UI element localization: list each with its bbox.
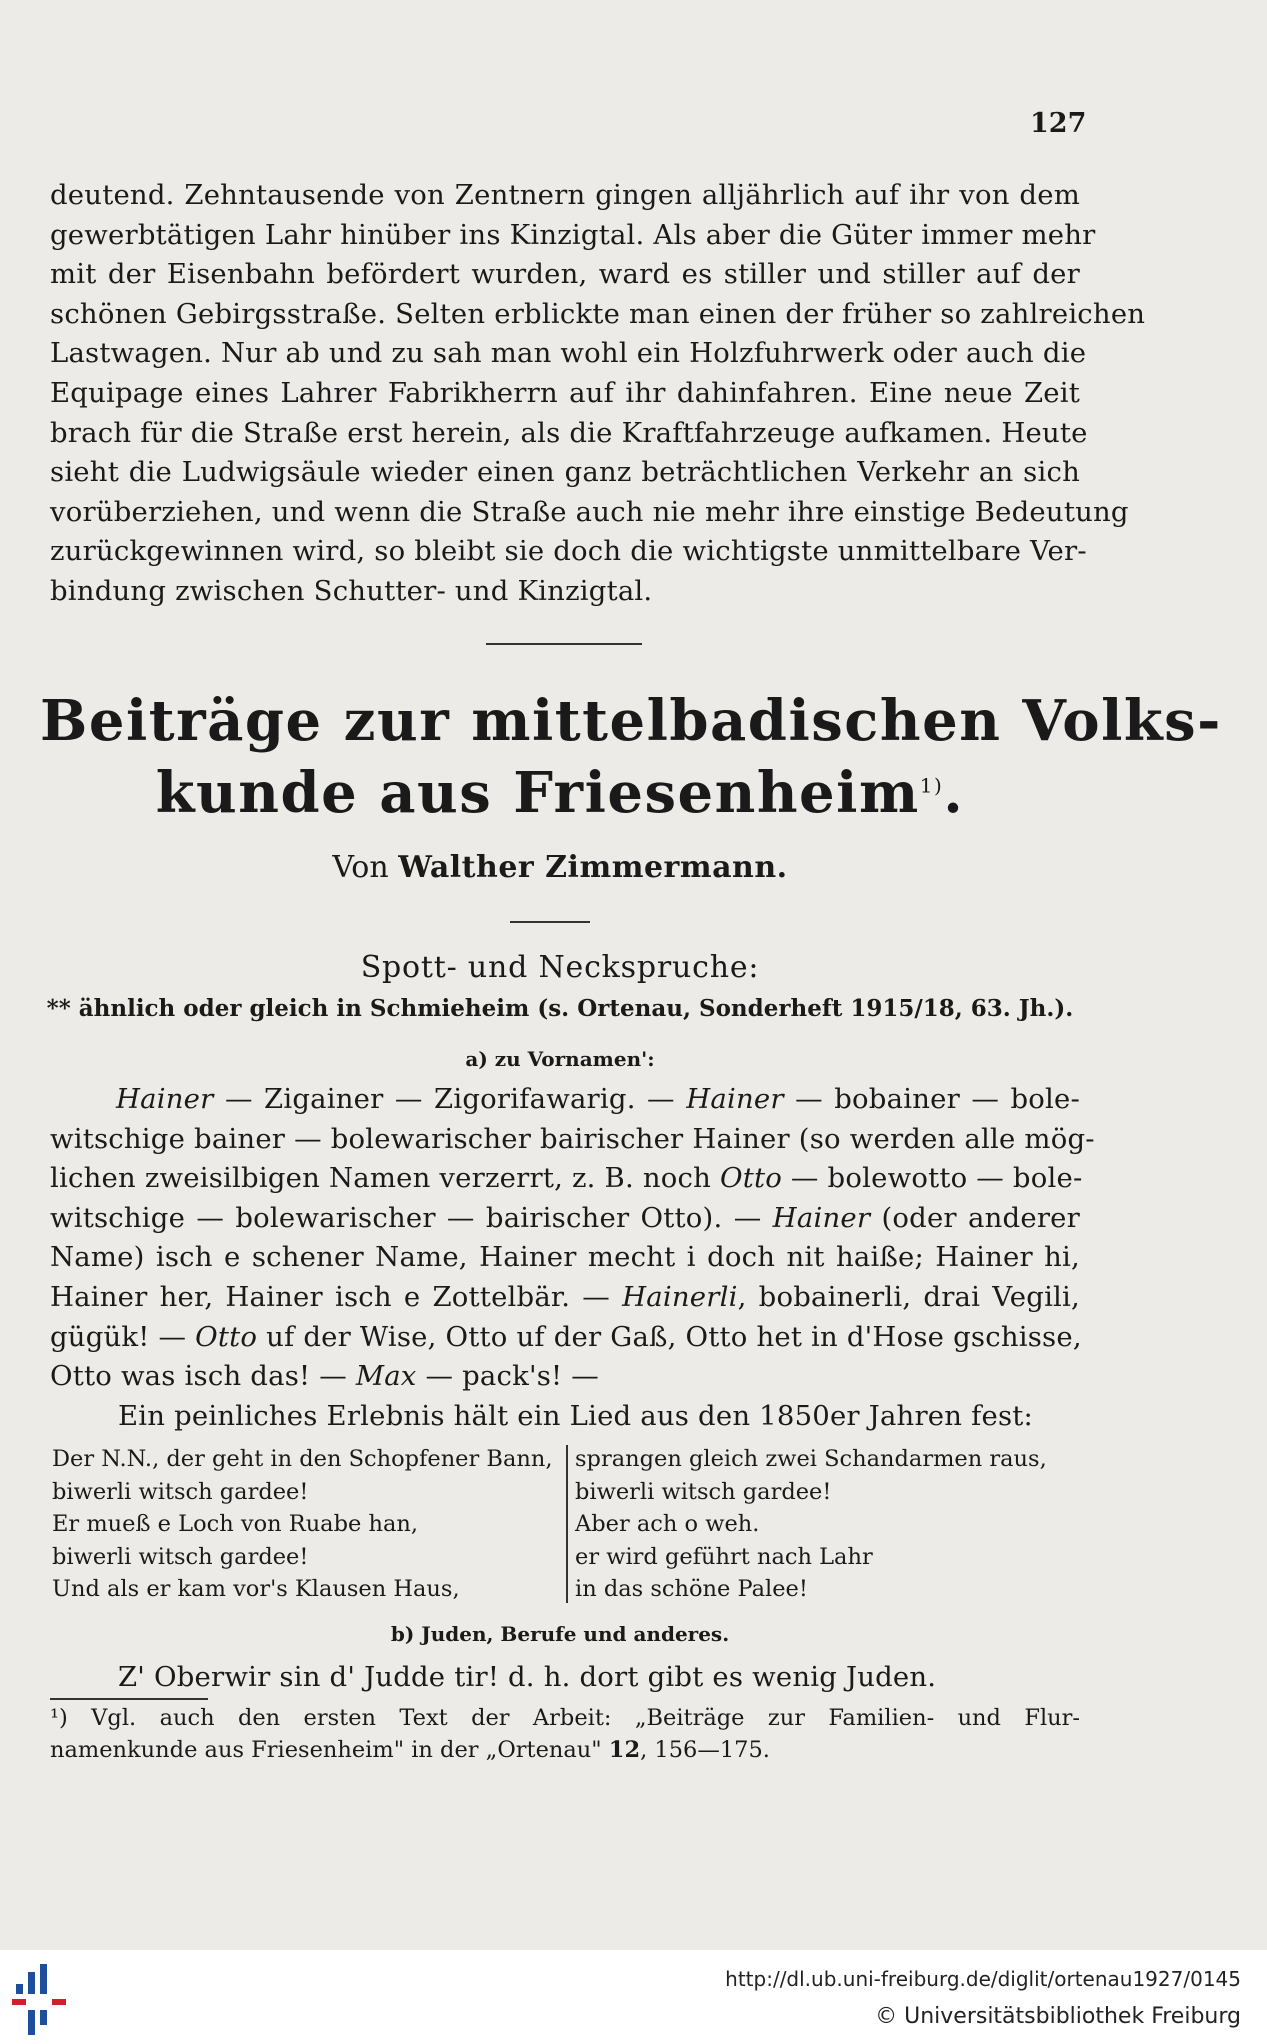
verse-line: Aber ach o weh. bbox=[575, 1511, 760, 1538]
text-line: schönen Gebirgsstraße. Selten erblickte man einen der früher so zahlreichen bbox=[50, 297, 1146, 330]
text-line: Name) isch e schener Name, Hainer mecht i doch nit haiße; Hainer hi, bbox=[50, 1241, 1080, 1274]
byline-prefix: Von bbox=[332, 850, 389, 885]
text-line: lichen zweisilbigen Namen verzerrt, z. B. noch Otto — bolewotto — bole- bbox=[50, 1162, 1083, 1195]
song-right-column bbox=[575, 1443, 1047, 1606]
subhead-vornamen: a) zu Vornamen': bbox=[465, 1047, 655, 1071]
text-line: Lastwagen. Nur ab und zu sah man wohl ein Holzfuhrwerk oder auch die bbox=[50, 337, 1087, 370]
source-url-link[interactable]: http://dl.ub.uni-freiburg.de/diglit/ortenau1927/0145 bbox=[725, 1967, 1241, 1991]
verse-line: sprangen gleich zwei Schandarmen raus, bbox=[575, 1446, 1047, 1472]
copyright-text: © Universitätsbibliothek Freiburg bbox=[875, 2004, 1241, 2029]
song-intro: Ein peinliches Erlebnis hält ein Lied aus den 1850er Jahren fest: bbox=[118, 1400, 1034, 1432]
verse-line: biwerli witsch gardee! bbox=[52, 1478, 309, 1505]
ub-freiburg-logo-icon bbox=[12, 1962, 72, 2037]
title-text: kunde aus Friesenheim bbox=[155, 760, 920, 826]
footnote-rule bbox=[50, 1698, 208, 1700]
text-line: Equipage eines Lahrer Fabrikherrn auf ihr dahinfahren. Eine neue Zeit bbox=[50, 376, 1080, 409]
text-line: gügük! — Otto uf der Wise, Otto uf der Gaß, Otto het in d'Hose gschisse, bbox=[50, 1320, 1082, 1353]
footnote bbox=[50, 1702, 1080, 1766]
footnote-line: ¹) Vgl. auch den ersten Text der Arbeit: „Beiträge zur Familien- und Flur- bbox=[50, 1705, 1080, 1731]
title-divider bbox=[510, 921, 590, 923]
verse-line: Und als er kam vor's Klausen Haus, bbox=[52, 1576, 460, 1603]
section-divider bbox=[486, 643, 642, 645]
author-name: Walther Zimmermann. bbox=[398, 850, 788, 885]
intro-paragraph bbox=[50, 176, 1146, 612]
verse-line: er wird geführt nach Lahr bbox=[575, 1543, 873, 1570]
text-line: brach für die Straße erst herein, als die Kraftfahrzeuge aufkamen. Heute bbox=[50, 416, 1088, 449]
text-line: vorüberziehen, und wenn die Straße auch nie mehr ihre einstige Bedeutung bbox=[50, 495, 1129, 528]
footnote-mark: 1) bbox=[919, 773, 944, 798]
text-line: deutend. Zehntausende von Zentnern gingen alljährlich auf ihr von dem bbox=[50, 179, 1080, 211]
page-number: 127 bbox=[1030, 108, 1087, 139]
section-title: Spott- und Neckspruche: bbox=[360, 950, 760, 985]
verse-line: in das schöne Palee! bbox=[575, 1576, 808, 1603]
text-line: Hainer her, Hainer isch e Zottelbär. — Hainerli, bobainerli, drai Vegili, bbox=[50, 1280, 1080, 1313]
text-line: sieht die Ludwigsäule wieder einen ganz beträchtlichen Verkehr an sich bbox=[50, 456, 1080, 489]
text-line: witschige bainer — bolewarischer bairischer Hainer (so werden alle mög- bbox=[50, 1122, 1095, 1155]
verse-line: biwerli witsch gardee! bbox=[52, 1543, 309, 1570]
text-line: Otto was isch das! — Max — pack's! — bbox=[50, 1360, 599, 1393]
verse-line: biwerli witsch gardee! bbox=[575, 1478, 832, 1505]
text-line: mit der Eisenbahn befördert wurden, ward es stiller und stiller auf der bbox=[50, 258, 1080, 291]
song-left-column bbox=[52, 1443, 553, 1606]
footnote-line: namenkunde aus Friesenheim" in der „Ortenau" 12, 156—175. bbox=[50, 1737, 770, 1763]
title-text: Beiträge zur mittelbadischen Volks- bbox=[40, 688, 1222, 754]
verse-line: Er mueß e Loch von Ruabe han, bbox=[52, 1511, 419, 1538]
column-divider bbox=[566, 1445, 568, 1603]
vornamen-paragraph bbox=[50, 1080, 1095, 1397]
text-line: zurückgewinnen wird, so bleibt sie doch die wichtigste unmittelbare Ver- bbox=[50, 535, 1087, 568]
note-line: ** ähnlich oder gleich in Schmieheim (s. Ortenau, Sonderheft 1915/18, 63. Jh.). bbox=[46, 995, 1074, 1022]
text-line: Hainer — Zigainer — Zigorifawarig. — Hainer — bobainer — bole- bbox=[116, 1083, 1081, 1115]
footer-bar bbox=[0, 1950, 1267, 2044]
article-title-line-1 bbox=[40, 688, 1222, 754]
text-line: bindung zwischen Schutter- und Kinzigtal. bbox=[50, 574, 653, 607]
text-line: witschige — bolewarischer — bairischer Otto). — Hainer (oder anderer bbox=[50, 1201, 1080, 1234]
subhead-juden: b) Juden, Berufe und anderes. bbox=[390, 1622, 730, 1646]
title-end: . bbox=[943, 760, 965, 826]
byline bbox=[40, 850, 1080, 885]
text-line: gewerbtätigen Lahr hinüber ins Kinzigtal. Als aber die Güter immer mehr bbox=[50, 218, 1096, 251]
article-title-line-2 bbox=[40, 760, 1080, 826]
verse-line: Der N.N., der geht in den Schopfener Bann, bbox=[52, 1446, 553, 1472]
juden-line: Z' Oberwir sin d' Judde tir! d. h. dort gibt es wenig Juden. bbox=[118, 1661, 937, 1693]
